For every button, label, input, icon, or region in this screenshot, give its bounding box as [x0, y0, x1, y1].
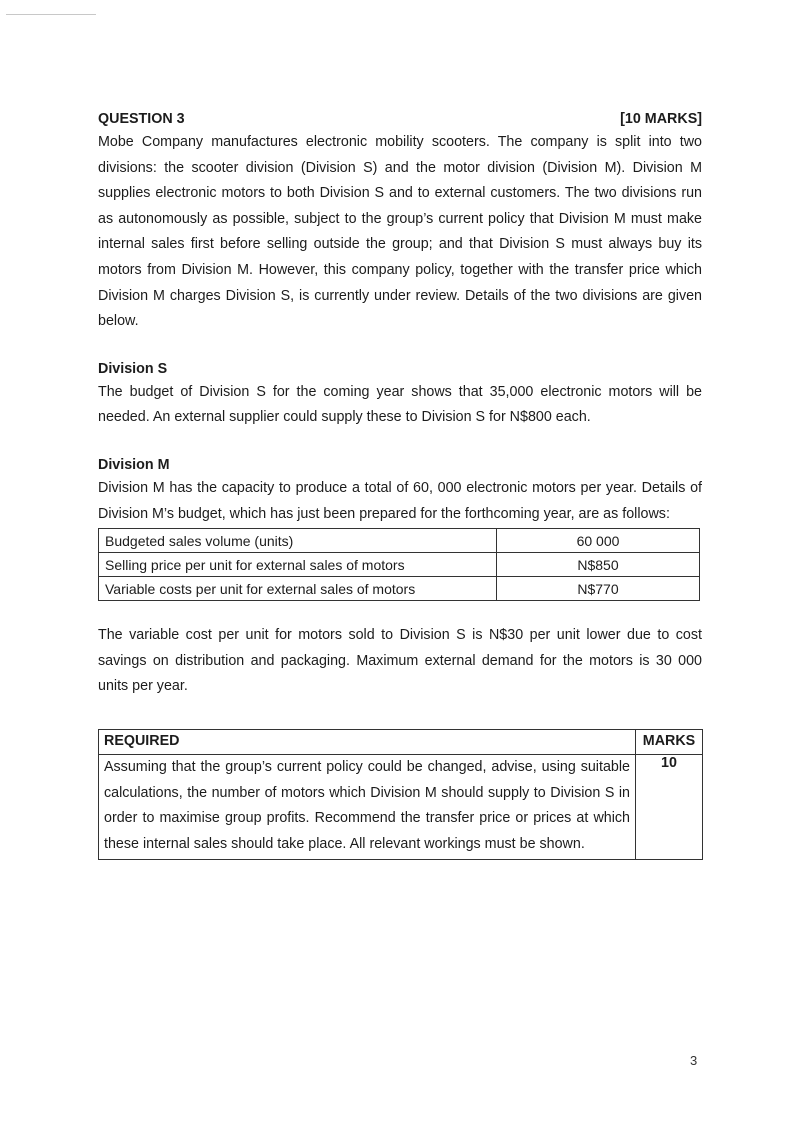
table-row — [99, 577, 700, 601]
table-row — [99, 553, 700, 577]
table-row — [99, 729, 703, 754]
required-text: Assuming that the group’s current policy could be changed, advise, using suitable calculations, the number of motors which Division M should supply to Division S in order to maximise group profits. Recommend the transfer price or prices at which these internal sales should take place. All relevant workings must be shown. — [99, 754, 636, 859]
question-marks: [10 MARKS] — [620, 111, 702, 127]
division-m-note: The variable cost per unit for motors sold to Division S is N$30 per unit lower due to cost savings on distribution and packaging. Maximum external demand for the motors is 30 000 units per year. — [98, 627, 702, 695]
division-m-text: Division M has the capacity to produce a total of 60, 000 electronic motors per year. Details of Division M’s budget, which has just been prepared for the forthcoming year, are as follows: — [98, 479, 702, 522]
budget-label: Selling price per unit for external sales of motors — [99, 553, 497, 577]
question-title: QUESTION 3 — [98, 111, 185, 127]
budget-value: N$770 — [497, 577, 700, 601]
question-page — [98, 110, 702, 860]
required-marks: 10 — [636, 754, 703, 859]
budget-value: 60 000 — [497, 529, 700, 553]
intro-paragraph: Mobe Company manufactures electronic mobility scooters. The company is split into two divisions: the scooter division (Division S) and the motor division (Division M). Division M supplies electronic motors to both Division S and to external customers. The two divisions run as autonomously as possible, subject to the group’s current policy that Division M must make internal sales first before selling outside the group; and that Division S must always buy its motors from Division M. However, this company policy, together with the transfer price which Division M charges Division S, is currently under review. Details of the two divisions are given below. — [98, 134, 702, 330]
table-row — [99, 754, 703, 859]
required-table — [98, 729, 703, 860]
division-s-text: The budget of Division S for the coming year shows that 35,000 electronic motors will be needed. An external supplier could supply these to Division S for N$800 each. — [98, 383, 702, 426]
scan-artifact — [6, 14, 96, 15]
budget-label: Variable costs per unit for external sales of motors — [99, 577, 497, 601]
page-number: 3 — [690, 1053, 698, 1068]
division-s-heading: Division S — [98, 360, 168, 377]
division-m-heading: Division M — [98, 456, 170, 473]
budget-label: Budgeted sales volume (units) — [99, 529, 497, 553]
table-row — [99, 529, 700, 553]
question-header — [98, 110, 702, 128]
budget-table — [98, 528, 700, 601]
marks-header: MARKS — [636, 729, 703, 754]
required-header: REQUIRED — [99, 729, 636, 754]
budget-value: N$850 — [497, 553, 700, 577]
